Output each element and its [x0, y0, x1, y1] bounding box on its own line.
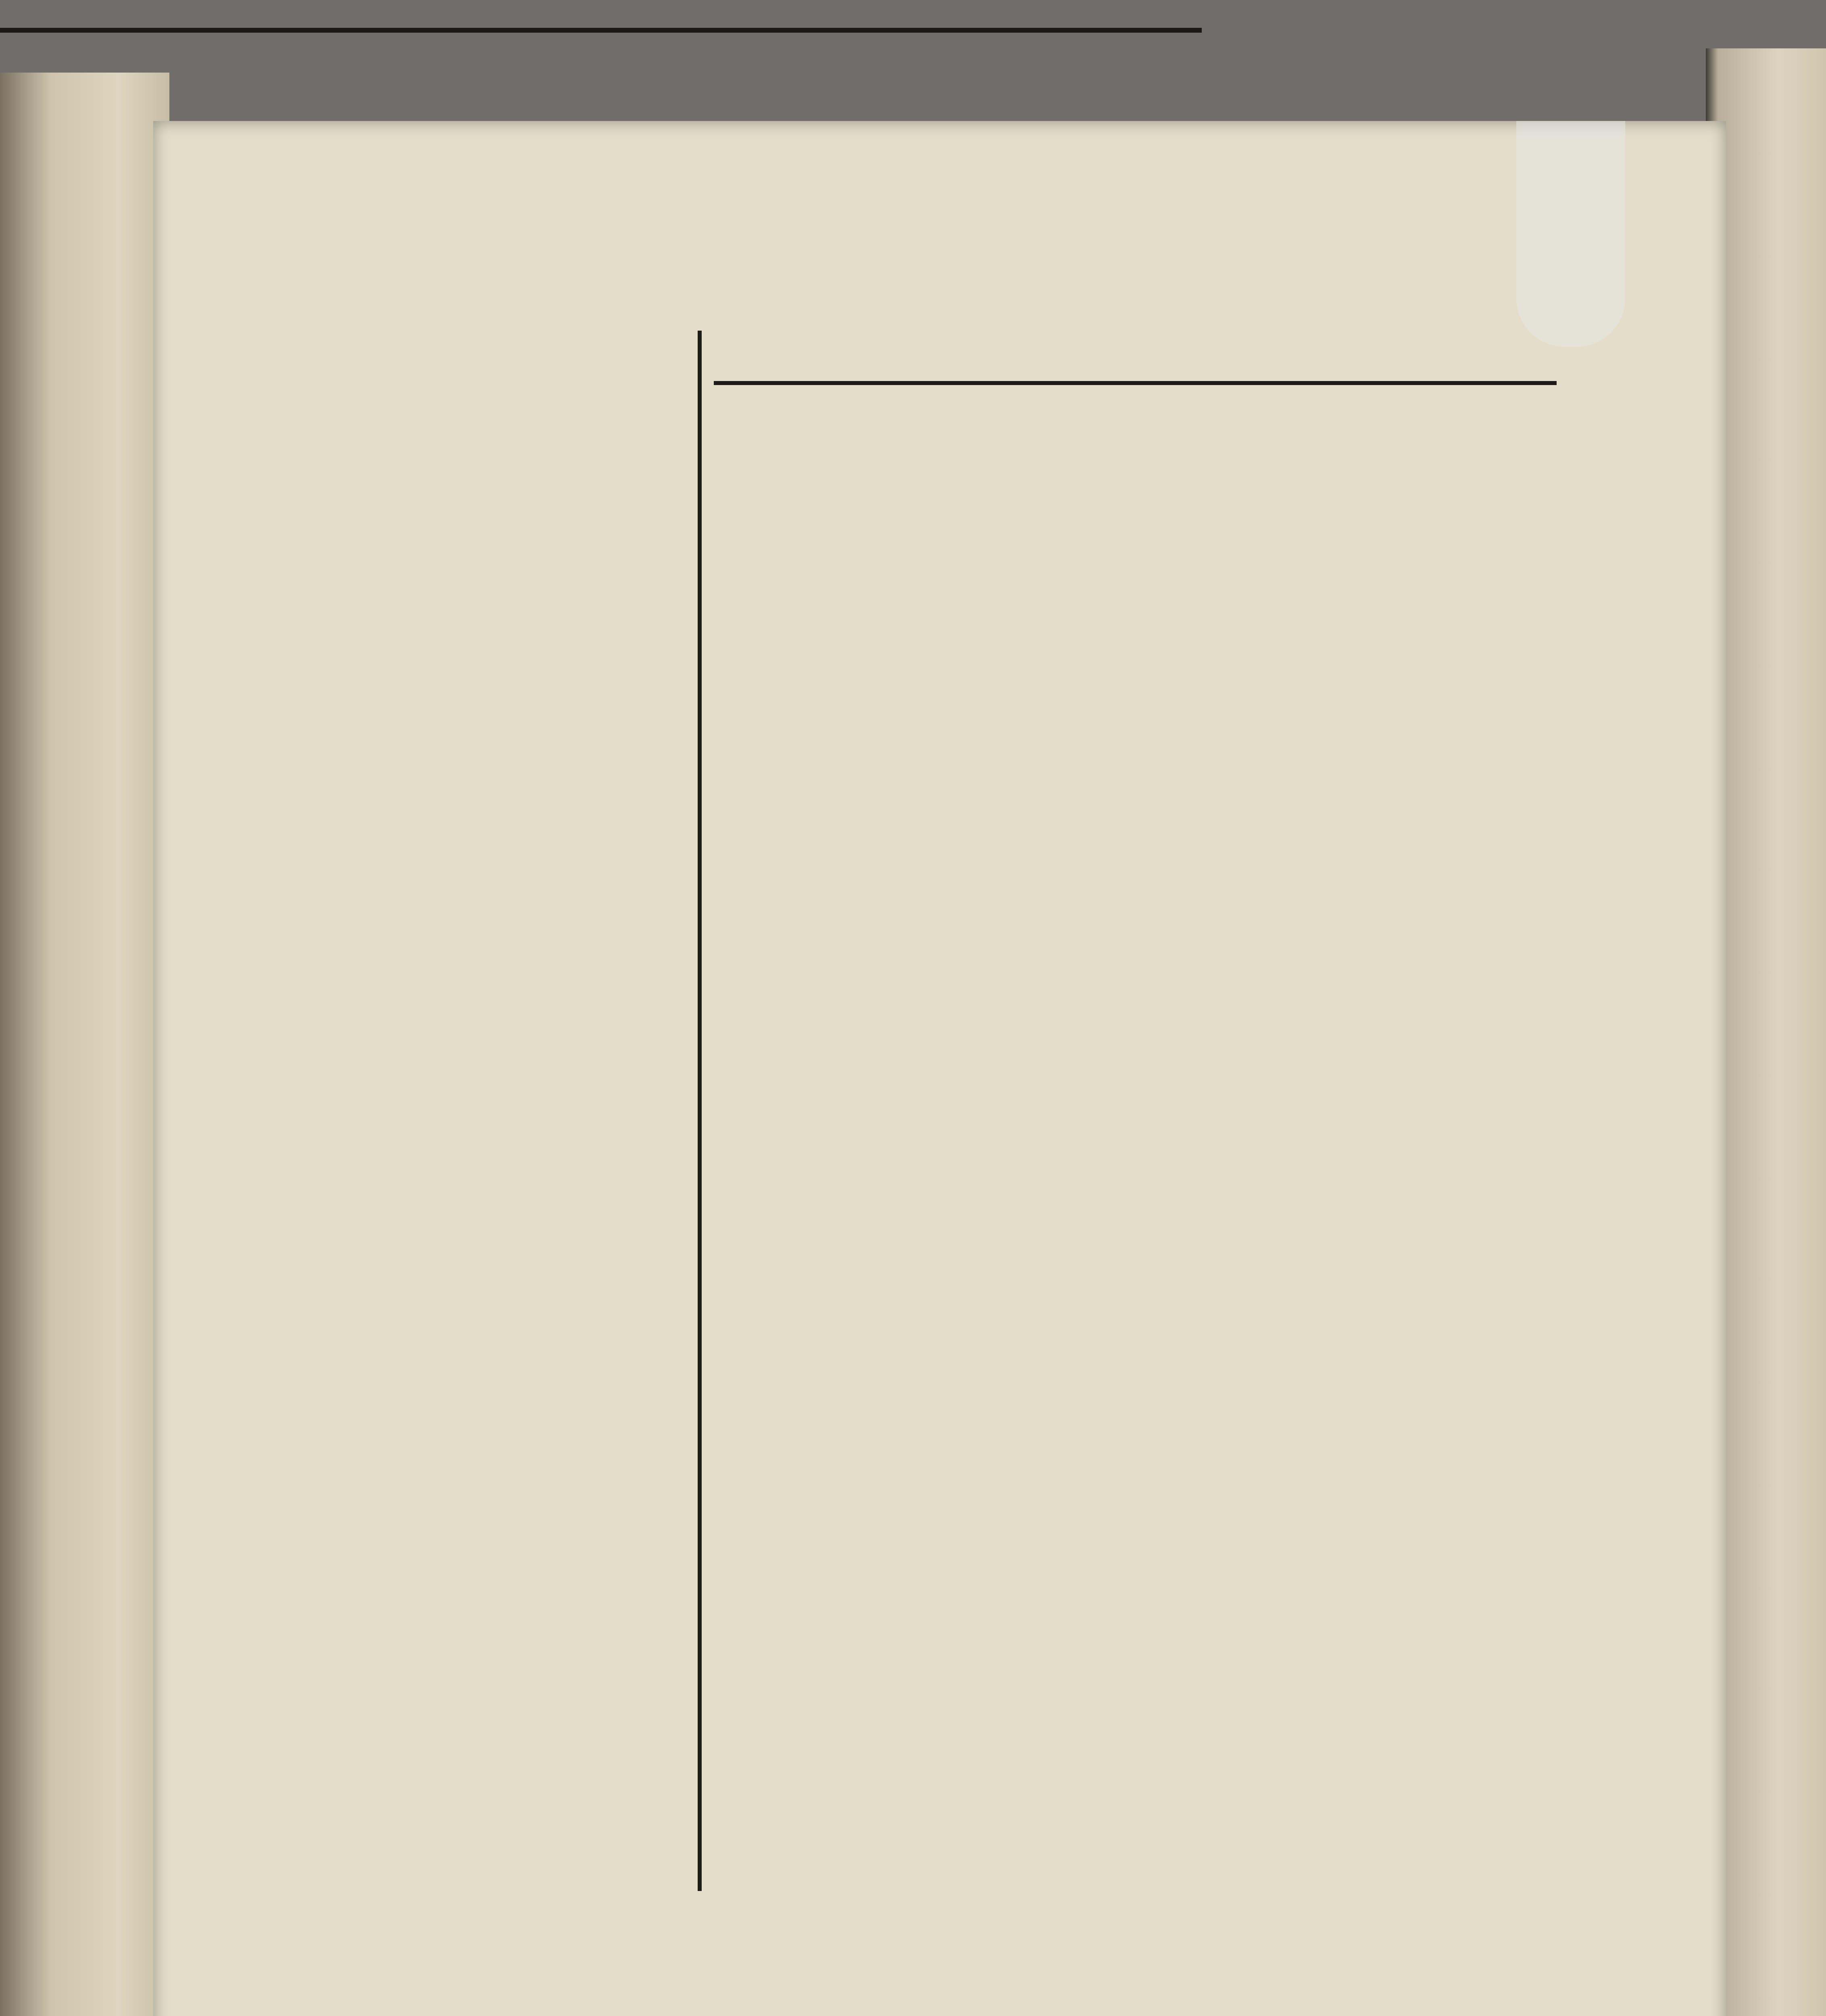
body-line	[726, 387, 1601, 456]
column-divider	[698, 331, 702, 1891]
body-line	[726, 935, 1601, 1004]
body-line	[726, 593, 1601, 661]
ornament-border-top	[0, 0, 1202, 60]
body-line	[726, 1415, 1601, 1484]
body-line	[726, 1347, 1601, 1415]
body-line	[726, 456, 1601, 524]
body-text	[726, 387, 1601, 1826]
body-line	[726, 867, 1601, 935]
body-line	[726, 1621, 1601, 1689]
body-line	[726, 1278, 1601, 1347]
body-line	[726, 1689, 1601, 1758]
body-line	[726, 1758, 1601, 1826]
body-line	[726, 1073, 1601, 1141]
body-line	[726, 730, 1601, 798]
body-line	[726, 1210, 1601, 1278]
body-line	[726, 1484, 1601, 1552]
page-clip	[1516, 121, 1625, 347]
body-line	[726, 1141, 1601, 1210]
ornament-border-left	[0, 60, 85, 1802]
head-rule	[714, 381, 1557, 385]
body-line	[726, 661, 1601, 730]
body-line	[726, 1004, 1601, 1073]
body-line	[726, 1552, 1601, 1621]
body-line	[726, 524, 1601, 593]
body-line	[726, 798, 1601, 867]
